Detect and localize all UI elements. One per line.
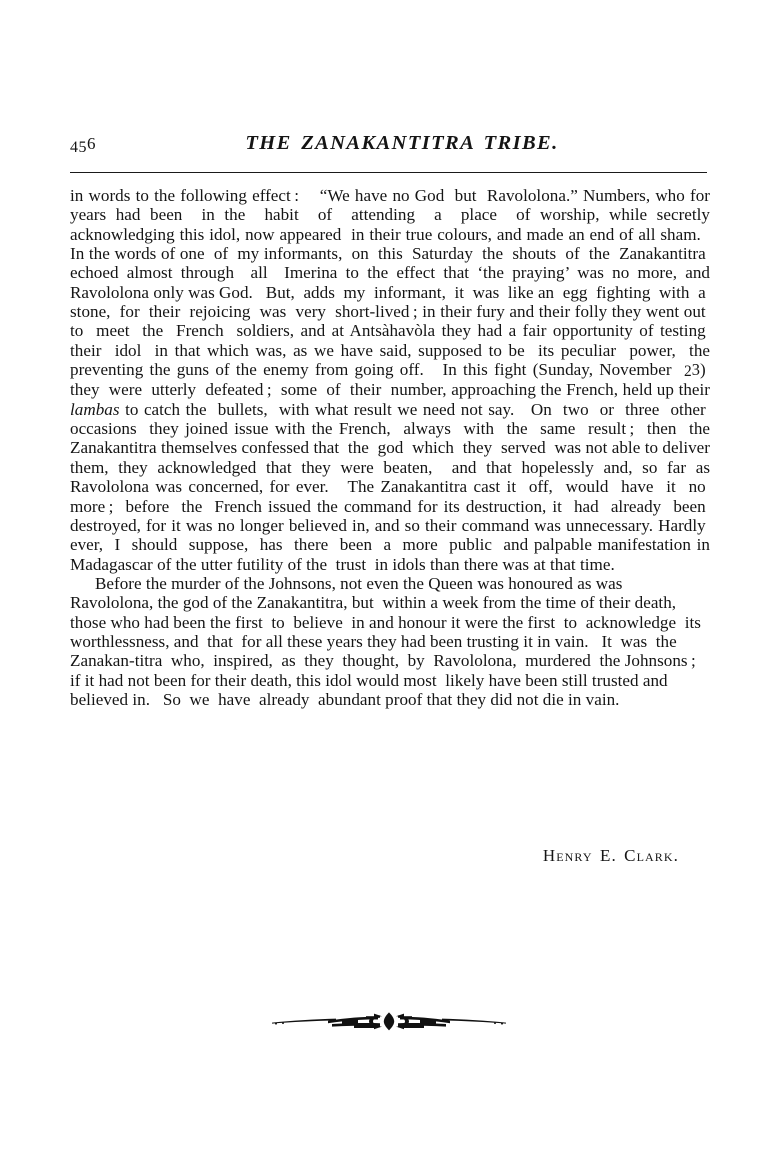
body-text: [70, 186, 710, 709]
italic-term: lambas: [70, 399, 120, 419]
running-title: THE ZANAKANTITRA TRIBE.: [245, 132, 559, 154]
paragraph-1: in words to the following effect : “We have no God but Ravololona.” Numbers, who for years had been in the habit of attending a place of worship, while secretly acknowledging this idol, now appeared in their true colours, and made an end of all sham. In the words of one of my informants, on this Saturday the shouts of the Zanakantitra echoed almost through all Imerina to the effect that ‘the praying’ was no more, and Ravololona only was God. But, adds my informant, it was like an egg fighting with a stone, for their rejoicing was very short-lived ; in their fury and their folly they went out to meet the French soldiers, and at Antsàhavòla they had a fair opportunity of testing their idol in that which was, as we have said, supposed to be its peculiar power, the preventing the guns of the enemy from going off. In this fight (Sunday, November 23) they were utterly defeated ; some of their number, approaching the French, held up their lambas to catch the bullets, with what result we need not say. On two or three other occasions they joined issue with the French, always with the same result ; then the Zanakantitra themselves confessed that the god which they served was not able to deliver them, they acknowledged that they were beaten, and that hopelessly and, so far as Ravololona was concerned, for ever. The Zanakantitra cast it off, would have it no more ; before the French issued the command for its destruction, it had already been destroyed, for it was no longer believed in, and so their command was unnecessary. Hardly ever, I should suppose, has there been a more public and palpable manifestation in Madagascar of the utter futility of the trust in idols than there was at that time.: [70, 186, 710, 574]
paragraph-2: Before the murder of the Johnsons, not even the Queen was honoured as was Ravololona, the god of the Zanakantitra, but within a week from the time of their death, those who had been the first to believe in and honour it were the first to acknowledge its worthlessness, and that for all these years they had been trusting it in vain. It was the Zanakan-titra who, inspired, as they thought, by Ravololona, murdered the Johnsons ; if it had not been for their death, this idol would most likely have been still trusted and believed in. So we have already abundant proof that they did not die in vain.: [70, 573, 706, 709]
folio-number: 456: [70, 134, 96, 156]
author-signature: Henry E. Clark.: [542, 846, 679, 865]
header-rule: [70, 172, 707, 173]
printers-ornament-fleuron: [270, 1004, 508, 1038]
page-header: [70, 132, 708, 160]
